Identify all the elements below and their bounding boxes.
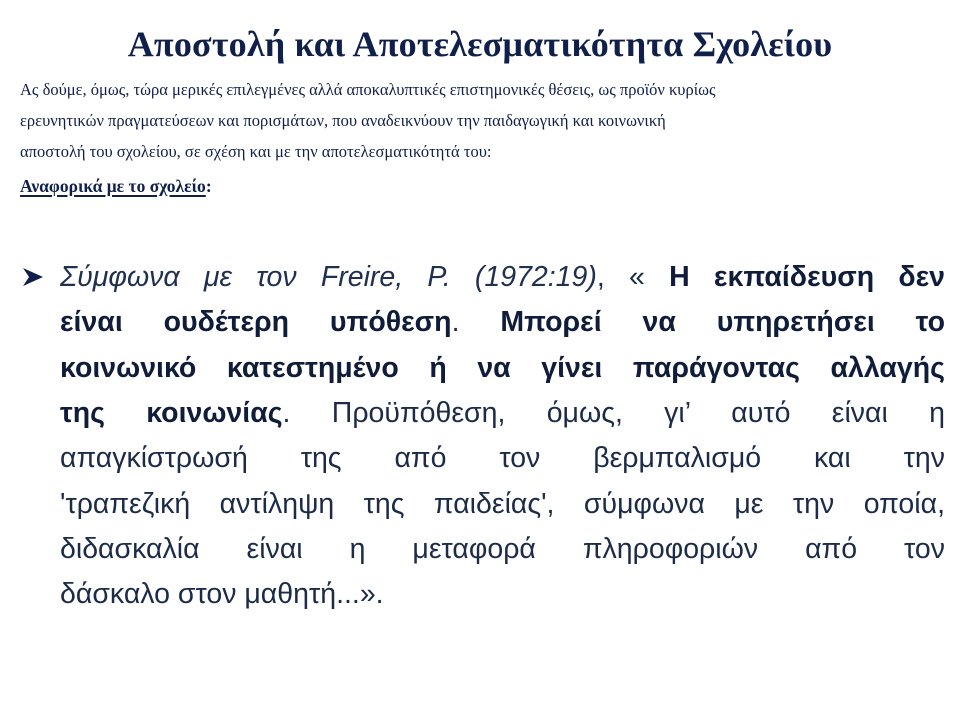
bullet-text-line bbox=[60, 572, 945, 617]
emphasis-text: της κοινωνίας bbox=[60, 396, 283, 429]
emphasis-text: Η εκπαίδευση δεν bbox=[669, 261, 945, 293]
intro-paragraph bbox=[20, 74, 945, 167]
intro-line: Ας δούμε, όμως, τώρα μερικές επιλεγμένες αλλά αποκαλυπτικές επιστημονικές θέσεις, ως προϊόν κυρίως bbox=[20, 80, 716, 99]
quote-text: διδασκαλία είναι η μεταφορά πληροφοριών από τον bbox=[60, 532, 945, 565]
emphasis-text: είναι ουδέτερη υπόθεση bbox=[60, 306, 452, 339]
intro-line: αποστολή του σχολείου, σε σχέση και με την αποτελεσματικότητά του: bbox=[20, 142, 492, 161]
emphasis-text: κοινωνικό κατεστημένο ή να γίνει παράγοντας αλλαγής bbox=[60, 351, 945, 384]
quote-text: 'τραπεζική αντίληψη της παιδείας', σύμφωνα με την οποία, bbox=[60, 487, 945, 520]
bullet-text-line bbox=[60, 346, 945, 391]
quote-text: απαγκίστρωσή της από τον βερμπαλισμό και την bbox=[60, 442, 945, 475]
quote-text: , « bbox=[596, 261, 645, 293]
bullet-text-line bbox=[60, 436, 945, 481]
slide-title: Αποστολή και Αποτελεσματικότητα Σχολείου bbox=[127, 24, 833, 64]
bullet-text-line bbox=[60, 482, 945, 527]
quote-text: δάσκαλο στον μαθητή...». bbox=[60, 578, 384, 611]
intro-line: ερευνητικών πραγματεύσεων και πορισμάτων, που αναδεικνύουν την παιδαγωγική και κοινωνική bbox=[20, 111, 666, 130]
bullet-text-line bbox=[60, 391, 945, 436]
emphasis-text: Μπορεί να υπηρετήσει το bbox=[500, 306, 945, 339]
quote-text: . Προϋπόθεση, όμως, γι’ αυτό είναι η bbox=[282, 396, 945, 429]
bullet-text-line bbox=[60, 527, 945, 572]
section-subheading bbox=[20, 172, 212, 200]
citation-text: Σύμφωνα με τον Freire, P. (1972:19) bbox=[60, 261, 597, 293]
arrow-bullet-icon bbox=[22, 255, 50, 300]
bullet-text-line bbox=[60, 255, 945, 300]
subheading-colon: : bbox=[205, 176, 212, 196]
quote-text bbox=[645, 261, 669, 293]
quote-text: . bbox=[451, 306, 460, 339]
bullet-text-line bbox=[60, 300, 945, 345]
quote-text bbox=[459, 306, 500, 338]
subheading-text: Αναφορικά με το σχολείο bbox=[20, 176, 206, 196]
